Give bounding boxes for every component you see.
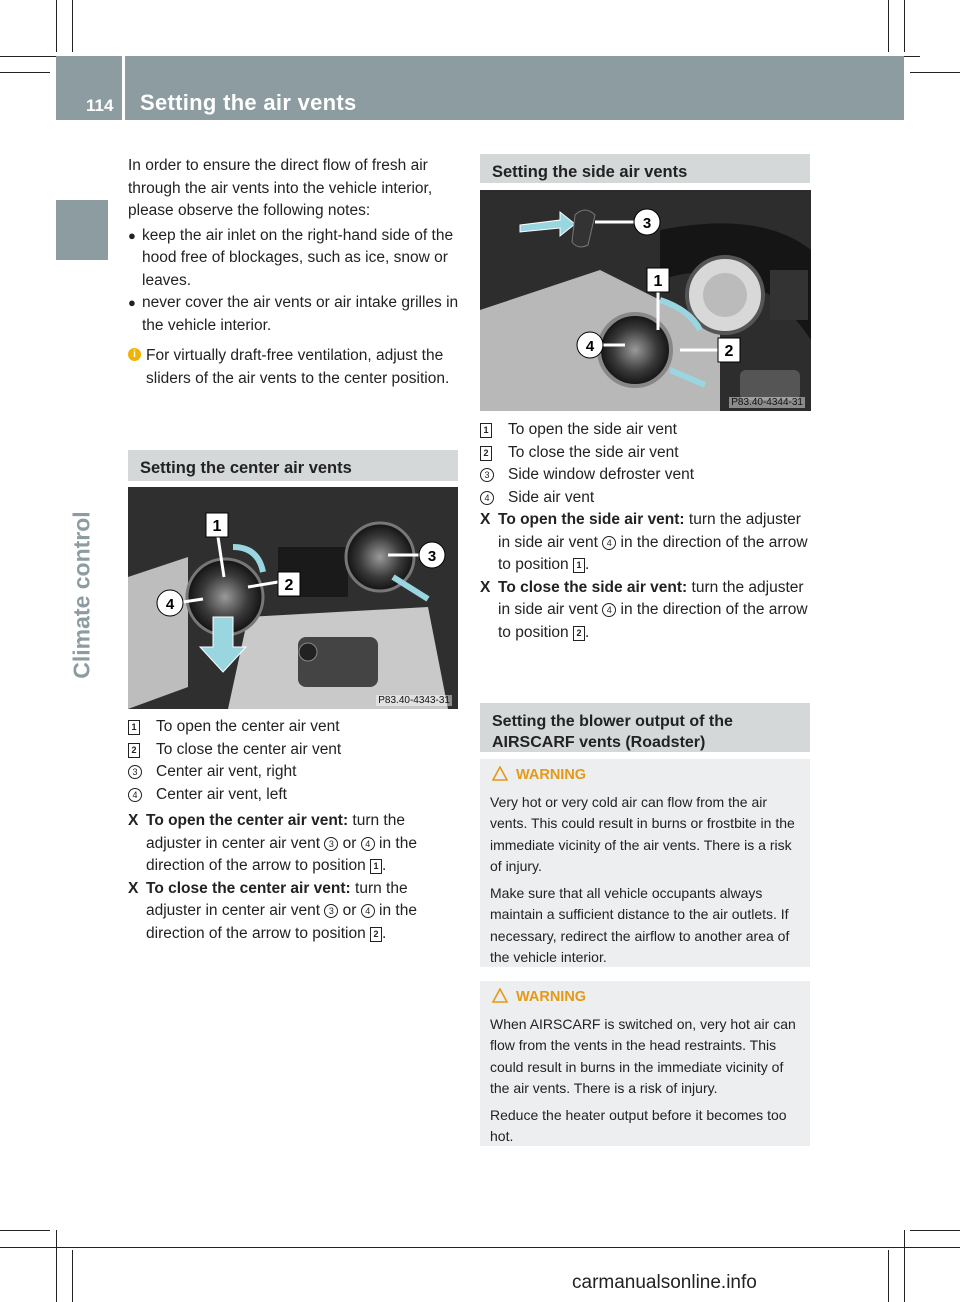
section-heading: Setting the blower output of the AIRSCARF vents (Roadster) [480,703,810,752]
header-divider [122,56,125,120]
warning-text: When AIRSCARF is switched on, very hot air can flow from the vents in the head restraints. This could result in burns in the immediate vicinity of the air vents. There is a risk of injury. [490,1015,796,1096]
callout-3: 3 [642,215,652,232]
side-vents-text [480,419,814,644]
ref-4: 4 [361,904,375,918]
crop-mark [72,0,73,52]
crop-mark [72,1250,73,1302]
info-icon: i [128,348,141,361]
ref-3: 3 [324,904,338,918]
page-title: Setting the air vents [140,90,357,115]
crop-mark [56,0,57,52]
bullet-icon: ● [128,295,136,310]
step-text: . [382,924,387,942]
step-text: in the direction of the arrow to position [498,533,808,573]
figure-code: P83.40-4344-31 [731,397,803,408]
marker-4: 4 [128,788,142,802]
page-number: 114 [86,96,114,115]
warning-title [490,765,800,787]
marker-3: 3 [128,765,142,779]
chapter-label [56,480,108,710]
side-vents-figure [480,190,811,411]
callout-3: 3 [427,548,437,565]
section-heading: Setting the center air vents [128,450,458,481]
ref-4: 4 [602,603,616,617]
step-arrow-icon: X [128,879,139,897]
callout-4: 4 [165,596,175,613]
ref-1: 1 [370,859,382,874]
step-title: To open the center air vent: [146,812,349,829]
step [480,509,814,577]
step-title: To close the side air vent: [498,578,688,596]
warning-text: Reduce the heater output before it becomes too hot. [490,1106,787,1144]
crop-mark [910,72,960,73]
warning-triangle-icon [492,766,508,789]
ref-2: 2 [370,927,382,942]
step-text: . [584,556,590,573]
step [128,878,462,946]
marker-1: 1 [480,423,492,438]
step-title: To close the center air vent: [146,879,351,897]
legend-text: To close the side air vent [508,443,679,461]
step-arrow-icon: X [480,511,491,528]
crop-mark [56,1230,57,1302]
ref-2: 2 [573,626,585,641]
marker-2: 2 [128,743,140,758]
crop-mark [0,1230,50,1231]
step-arrow-icon: X [128,812,139,829]
marker-4: 4 [480,491,494,505]
legend-text: Side window defroster vent [508,466,695,483]
intro-text: In order to ensure the direct flow of fresh air through the air vents into the vehicle interior, please observe the following notes: [128,157,433,219]
step-text: in the direction of the arrow to position [498,601,808,641]
warning-text: Make sure that all vehicle occupants always maintain a sufficient distance to the air outlets. If necessary, redirect the airflow to another area of the vehicle interior. [490,884,790,965]
legend-item [128,784,462,807]
warning-triangle-icon [492,988,508,1011]
legend-item [128,739,462,762]
crop-mark [910,1230,960,1231]
step-text: turn the adjuster in center air vent [146,879,408,919]
step [128,810,462,878]
step-text: . [584,623,590,641]
warning-title-text: WARNING [516,767,587,783]
list-item [128,292,462,337]
callout-1: 1 [653,273,663,290]
legend-item [480,487,814,510]
intro-block [128,155,462,390]
crop-mark [0,72,50,73]
chapter-label-text: Climate control [68,511,95,679]
center-vents-figure [128,487,458,709]
bullet-icon: ● [128,227,136,243]
chapter-tab [56,200,108,260]
step [480,577,814,645]
marker-2: 2 [480,446,492,461]
legend-text: Side air vent [508,488,595,506]
legend-item [480,419,814,442]
step-text: turn the adjuster in center air vent [146,812,405,852]
bullet-text: never cover the air vents or air intake grilles in the vehicle interior. [142,294,459,334]
callout-2: 2 [284,577,294,594]
step-text: or [338,902,361,919]
legend-item [480,464,814,487]
crop-mark [0,1247,960,1248]
info-text: For virtually draft-free ventilation, adjust the sliders of the air vents to the center position. [146,347,450,387]
figure-code: P83.40-4343-31 [378,695,450,706]
step-text: . [382,857,387,874]
info-note [128,345,462,390]
watermark: carmanualsonline.info [572,1272,757,1293]
legend-text: Center air vent, left [156,785,287,803]
section-heading: Setting the side air vents [480,154,810,183]
warning-box [480,981,810,1146]
warning-text: Very hot or very cold air can flow from the air vents. This could result in burns or frostbite in the immediate vicinity of the air vents. There is a risk of injury. [490,793,795,874]
step-text: turn the adjuster in side air vent [498,578,804,618]
legend-text: To open the side air vent [508,421,677,438]
warning-box [480,759,810,967]
marker-1: 1 [128,720,140,735]
legend-text: Center air vent, right [156,763,297,780]
step-text: in the direction of the arrow to position [146,902,417,942]
step-arrow-icon: X [480,578,491,596]
bullet-text: keep the air inlet on the right-hand side of the hood free of blockages, such as ice, snow or leaves. [142,226,454,289]
crop-mark [904,0,905,52]
callout-4: 4 [585,338,595,355]
legend-item [128,761,462,784]
legend-text: To open the center air vent [156,718,340,735]
step-text: or [338,834,361,852]
legend-text: To close the center air vent [156,740,342,758]
ref-1: 1 [573,558,585,573]
crop-mark [888,0,889,52]
warning-title-text: WARNING [516,989,587,1005]
ref-3: 3 [324,837,338,851]
legend-item [480,442,814,465]
step-title: To open the side air vent: [498,511,685,528]
warning-title [490,987,800,1009]
list-item [128,225,462,293]
step-text: in the direction of the arrow to position [146,834,417,874]
center-vents-illustration [128,487,458,709]
step-text: turn the adjuster in side air vent [498,511,801,551]
crop-mark [888,1250,889,1302]
callout-2: 2 [724,343,734,360]
ref-4: 4 [602,536,616,550]
ref-4: 4 [361,837,375,851]
center-vents-text [128,716,462,945]
crop-mark [904,1230,905,1302]
side-vents-illustration [480,190,811,411]
marker-3: 3 [480,468,494,482]
legend-item [128,716,462,739]
callout-1: 1 [212,518,222,535]
